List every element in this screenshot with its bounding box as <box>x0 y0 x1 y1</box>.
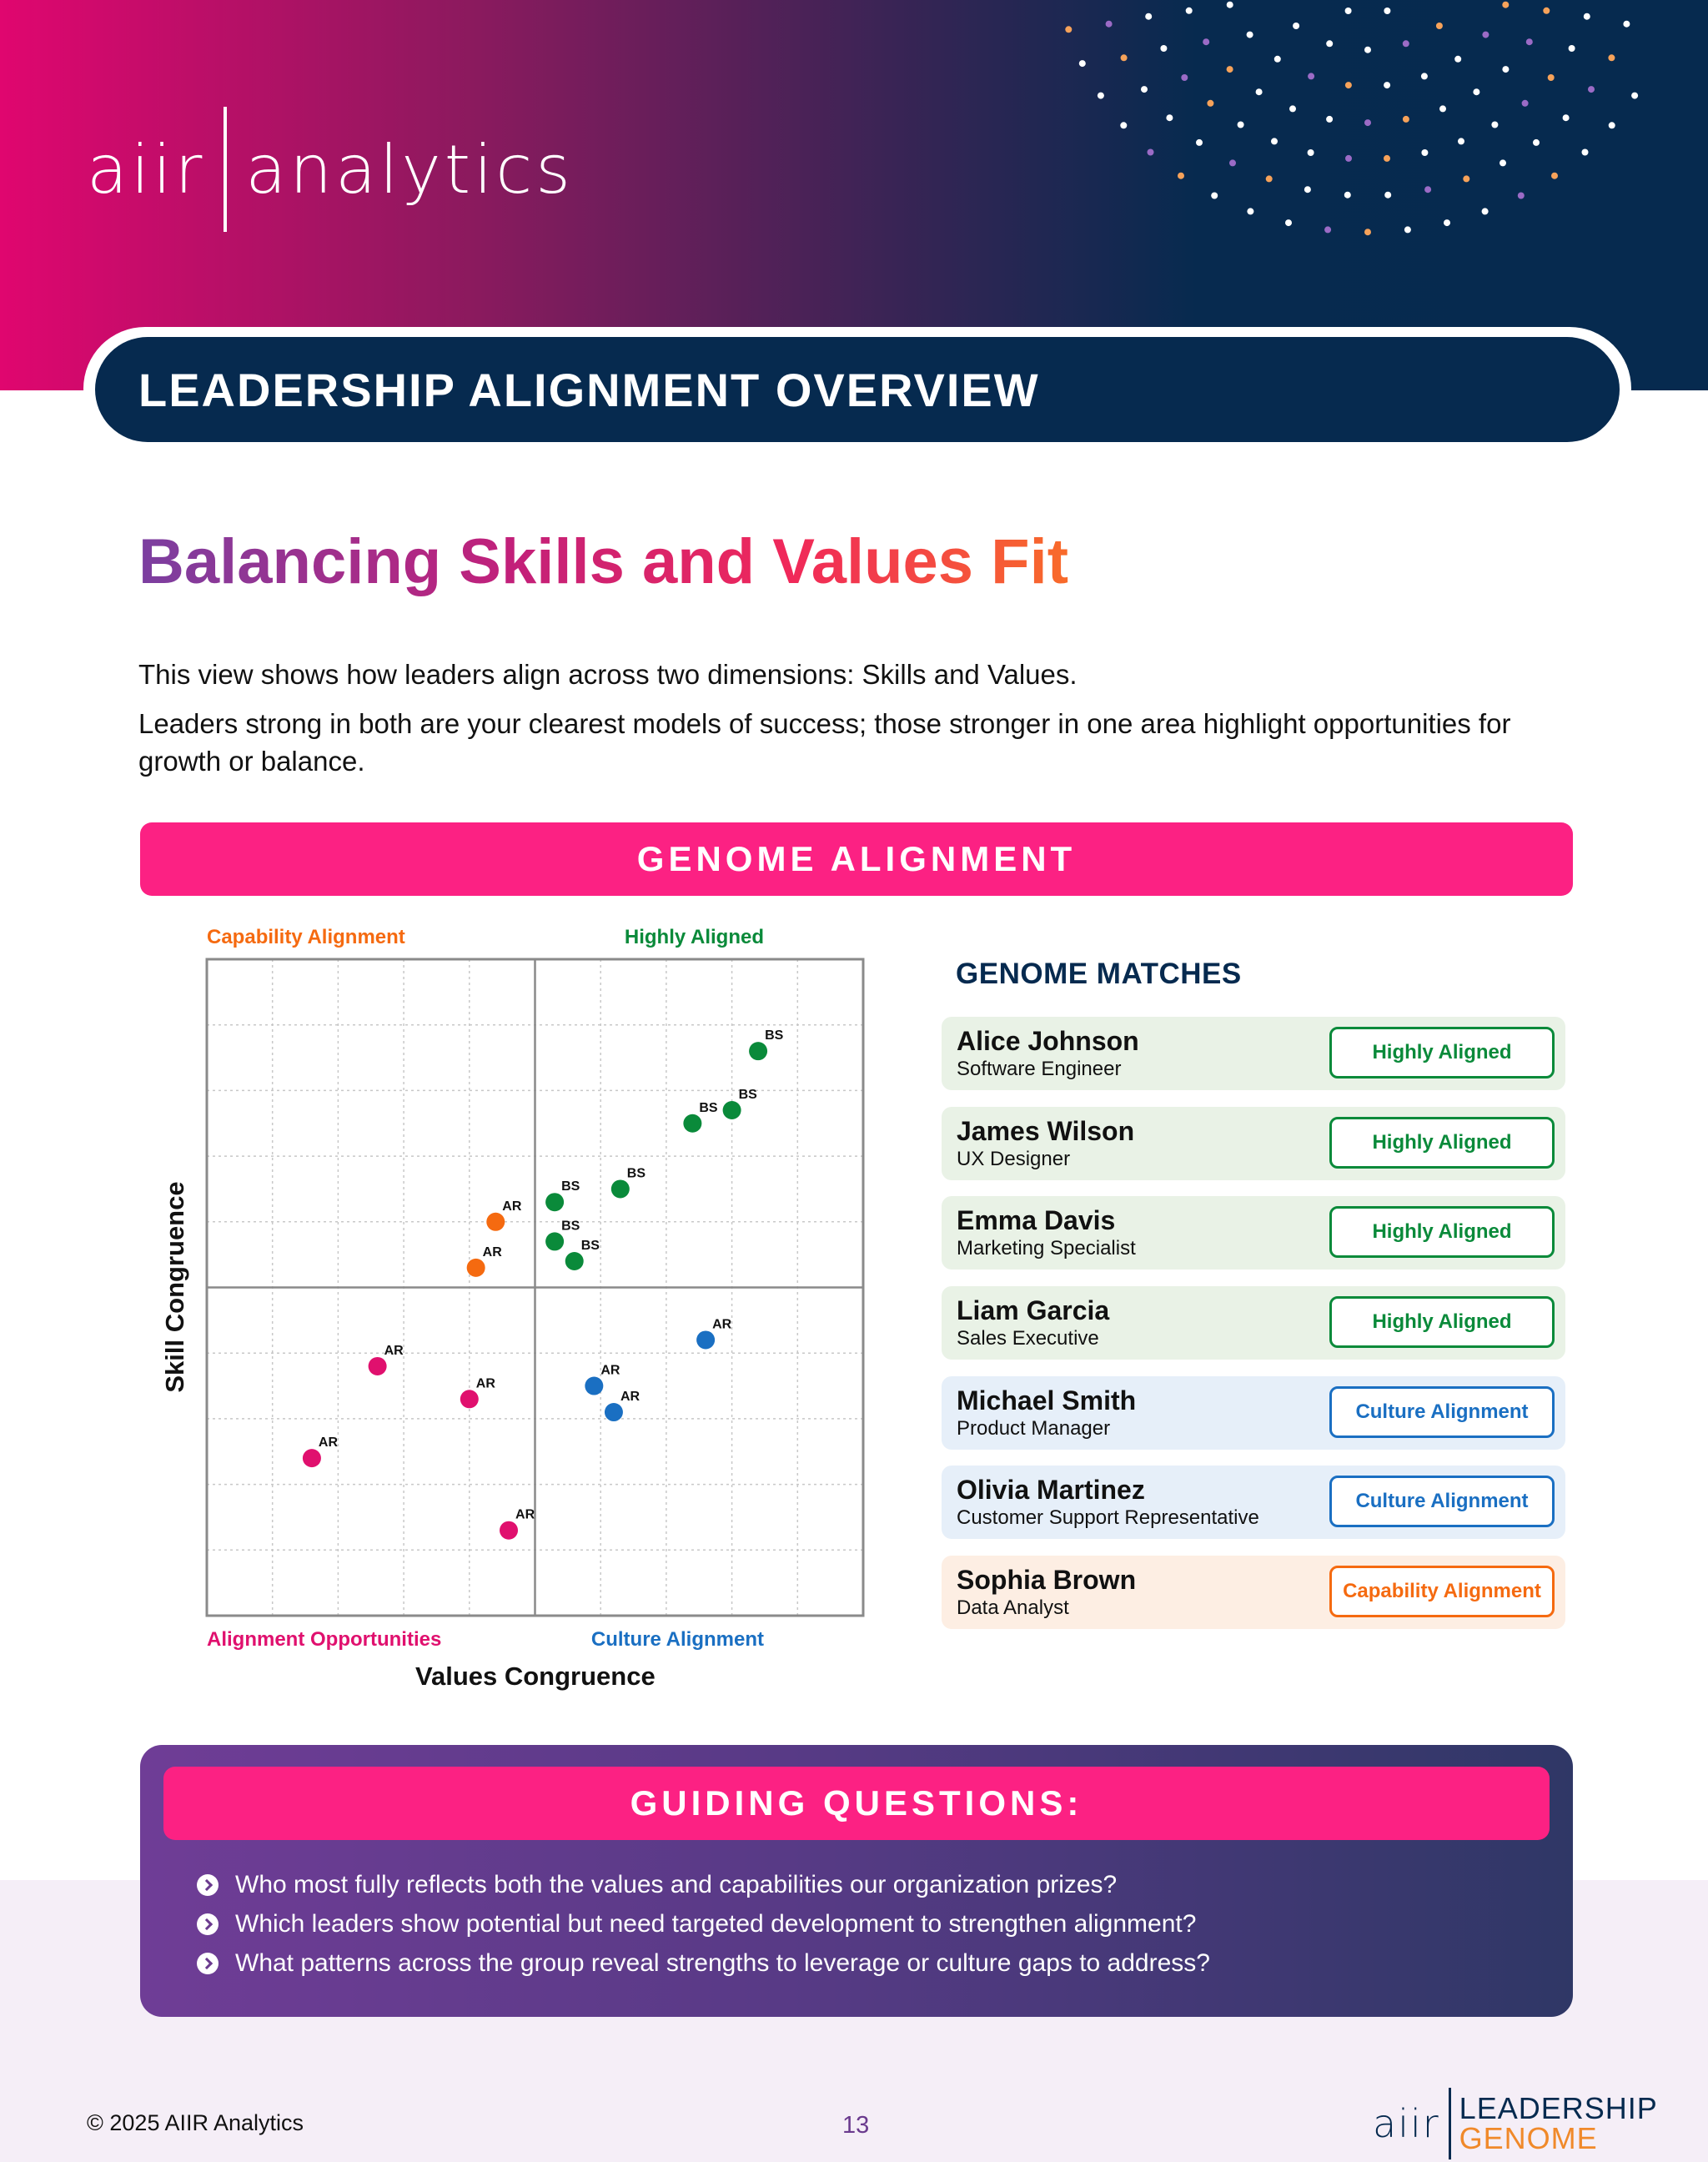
match-role: Data Analyst <box>957 1596 1069 1619</box>
decorative-dot <box>1421 73 1428 79</box>
page-banner <box>95 337 1620 442</box>
decorative-dot <box>1482 208 1489 214</box>
data-point-label: BS <box>765 1028 784 1043</box>
decorative-dot <box>1518 193 1525 199</box>
data-point-label: BS <box>561 1179 580 1194</box>
decorative-dot <box>1256 88 1263 95</box>
decorative-dot <box>1584 13 1590 20</box>
decorative-dot <box>1502 2 1509 8</box>
data-point-label: BS <box>699 1100 718 1115</box>
status-badge: Culture Alignment <box>1329 1386 1555 1438</box>
decorative-dot <box>1308 149 1314 156</box>
status-badge: Capability Alignment <box>1329 1566 1555 1617</box>
guiding-questions-list <box>197 1865 1210 1983</box>
data-point <box>585 1377 603 1395</box>
decorative-dot <box>1079 60 1086 67</box>
match-role: UX Designer <box>957 1148 1071 1170</box>
decorative-dot <box>1247 32 1253 38</box>
data-point <box>683 1114 701 1133</box>
decorative-dot <box>1326 40 1333 47</box>
status-badge: Highly Aligned <box>1329 1117 1555 1169</box>
guiding-question-text: Which leaders show potential but need targeted development to strengthen alignment? <box>235 1909 1197 1938</box>
match-row[interactable] <box>942 1466 1565 1539</box>
decorative-dot <box>1384 8 1390 14</box>
decorative-dot <box>1098 93 1104 99</box>
chevron-right-circle-icon <box>197 1874 219 1896</box>
intro-paragraph-2: Leaders strong in both are your clearest models of success; those stronger in one area highlight opportunities for growth or balance. <box>138 708 1511 777</box>
data-point <box>611 1179 630 1198</box>
quadrant-label-top-right: Highly Aligned <box>624 926 764 948</box>
guiding-question <box>197 1865 1210 1904</box>
decorative-dot <box>1121 54 1128 61</box>
data-point-label: BS <box>738 1088 757 1103</box>
decorative-dot <box>1238 122 1244 128</box>
decorative-dot <box>1623 21 1630 28</box>
match-name: Alice Johnson <box>957 1026 1139 1056</box>
data-point <box>605 1403 623 1421</box>
chevron-right-circle-icon <box>197 1913 219 1935</box>
match-row[interactable] <box>942 1107 1565 1180</box>
match-name: Olivia Martinez <box>957 1475 1145 1505</box>
decorative-dot <box>1324 226 1331 233</box>
decorative-dot <box>1196 139 1203 146</box>
decorative-dot <box>1491 122 1498 128</box>
data-point <box>467 1259 485 1277</box>
decorative-dot <box>1148 149 1154 156</box>
guiding-questions-header <box>163 1767 1550 1840</box>
decorative-dot <box>1384 155 1390 162</box>
data-point-label: BS <box>626 1166 646 1181</box>
decorative-dot <box>1533 139 1540 146</box>
match-role: Software Engineer <box>957 1058 1122 1080</box>
decorative-dot <box>1502 66 1509 73</box>
decorative-dot <box>1582 149 1589 156</box>
data-point <box>545 1193 564 1211</box>
match-role: Customer Support Representative <box>957 1506 1259 1529</box>
footer-logo-aiir: aiir <box>1373 2101 1440 2146</box>
scatter-plot-area <box>150 922 884 1706</box>
data-point-label: AR <box>620 1390 640 1405</box>
match-row[interactable] <box>942 1196 1565 1270</box>
decorative-dot <box>1569 45 1575 52</box>
decorative-dot <box>1160 45 1167 52</box>
decorative-dot <box>1247 208 1253 214</box>
decorative-dot <box>1482 32 1489 38</box>
decorative-dot <box>1500 159 1506 166</box>
decorative-dot <box>1345 155 1352 162</box>
decorative-dot <box>1344 192 1351 199</box>
status-badge: Highly Aligned <box>1329 1206 1555 1258</box>
data-point <box>749 1042 767 1060</box>
data-point <box>565 1252 584 1270</box>
footer-logo-line1: LEADERSHIP <box>1459 2091 1658 2125</box>
footer-logo-line2: GENOME <box>1459 2121 1598 2155</box>
decorative-dot <box>1436 23 1443 29</box>
data-point <box>723 1101 741 1119</box>
decorative-dot <box>1065 26 1072 33</box>
data-point-label: AR <box>318 1435 339 1451</box>
decorative-dot <box>1120 122 1127 128</box>
decorative-dot <box>1345 8 1352 14</box>
data-point <box>460 1390 479 1408</box>
decorative-dot <box>1548 74 1555 81</box>
footer-copyright: © 2025 AIIR Analytics <box>87 2110 304 2135</box>
decorative-dot <box>1181 74 1188 81</box>
footer-logo-divider <box>1449 2088 1451 2159</box>
status-badge: Highly Aligned <box>1329 1027 1555 1078</box>
decorative-dot <box>1285 219 1292 226</box>
decorative-dot <box>1384 192 1391 199</box>
decorative-dot <box>1421 149 1428 156</box>
match-role: Product Manager <box>957 1417 1111 1440</box>
decorative-dot <box>1403 40 1409 47</box>
chevron-right-circle-icon <box>197 1953 219 1974</box>
data-point-label: AR <box>600 1363 620 1378</box>
decorative-dot <box>1609 122 1615 128</box>
decorative-dot <box>1608 54 1615 61</box>
decorative-dot <box>1141 86 1148 93</box>
decorative-dot <box>1404 226 1411 233</box>
decorative-dot <box>1522 100 1529 107</box>
data-point-label: BS <box>580 1239 600 1254</box>
decorative-dot <box>1227 2 1233 8</box>
match-name: Sophia Brown <box>957 1565 1137 1595</box>
data-point <box>696 1330 715 1349</box>
decorative-dot <box>1444 219 1450 226</box>
decorative-dot <box>1454 56 1461 63</box>
decorative-dot <box>1166 114 1173 121</box>
data-point-label: AR <box>712 1317 732 1332</box>
decorative-dot <box>1364 47 1371 53</box>
match-role: Marketing Specialist <box>957 1237 1136 1259</box>
decorative-dot <box>1345 82 1352 88</box>
section-title: GENOME ALIGNMENT <box>636 839 1077 878</box>
data-point-label: AR <box>502 1199 522 1214</box>
data-point <box>369 1357 387 1375</box>
aiir-analytics-logo <box>87 107 574 232</box>
genome-matches-title: GENOME MATCHES <box>956 958 1242 990</box>
decorative-dot <box>1227 66 1233 73</box>
decorative-dot <box>1631 93 1638 99</box>
page-banner-title: LEADERSHIP ALIGNMENT OVERVIEW <box>138 363 1040 416</box>
data-point-label: BS <box>561 1219 580 1234</box>
intro-text <box>138 656 1556 792</box>
quadrant-label-bottom-left: Alignment Opportunities <box>207 1628 442 1651</box>
decorative-dot <box>1106 21 1113 28</box>
decorative-dot <box>1364 229 1371 235</box>
decorative-dot <box>1424 186 1431 193</box>
decorative-dot <box>1588 86 1595 93</box>
alignment-scatter-chart <box>150 922 884 1706</box>
decorative-dot <box>1145 13 1152 20</box>
page-number: 13 <box>842 2112 870 2139</box>
y-axis-title: Skill Congruence <box>160 1181 189 1393</box>
x-axis-title: Values Congruence <box>415 1662 656 1691</box>
decorative-dot <box>1384 82 1390 88</box>
decorative-dot <box>1551 173 1558 179</box>
match-name: Emma Davis <box>957 1205 1116 1235</box>
guiding-question <box>197 1943 1210 1983</box>
match-row[interactable] <box>942 1286 1565 1360</box>
leadership-genome-logo <box>1373 2087 1658 2160</box>
decorative-dot <box>1289 105 1296 112</box>
decorative-dot <box>1186 8 1193 14</box>
decorative-dot <box>1271 138 1278 144</box>
decorative-dot <box>1304 186 1311 193</box>
data-point <box>486 1213 505 1231</box>
logo-divider <box>224 107 227 232</box>
intro-paragraph-1: This view shows how leaders align across two dimensions: Skills and Values. <box>138 659 1078 690</box>
data-point <box>545 1232 564 1250</box>
match-row[interactable] <box>942 1017 1565 1090</box>
data-point-label: AR <box>475 1376 495 1391</box>
status-badge: Highly Aligned <box>1329 1296 1555 1348</box>
decorative-dot <box>1229 159 1236 166</box>
decorative-dot <box>1308 73 1314 79</box>
decorative-dot <box>1403 116 1409 123</box>
decorative-dot <box>1326 116 1333 123</box>
decorative-dot <box>1473 88 1479 95</box>
match-row[interactable] <box>942 1376 1565 1450</box>
quadrant-label-bottom-right: Culture Alignment <box>590 1628 764 1651</box>
decorative-dot <box>1526 38 1533 45</box>
data-point <box>500 1521 518 1540</box>
page-headline: Balancing Skills and Values Fit <box>138 526 1069 597</box>
guiding-question <box>197 1904 1210 1943</box>
decorative-dot <box>1203 38 1209 45</box>
decorative-dot <box>1207 100 1213 107</box>
quadrant-label-top-left: Capability Alignment <box>207 926 405 948</box>
data-point-label: AR <box>384 1343 404 1358</box>
decorative-dot-pattern <box>1034 0 1651 250</box>
logo-right-text: analytics <box>245 130 574 209</box>
data-point <box>303 1449 321 1467</box>
match-role: Sales Executive <box>957 1327 1099 1350</box>
decorative-dot <box>1563 114 1570 121</box>
decorative-dot <box>1463 175 1469 182</box>
match-row[interactable] <box>942 1556 1565 1629</box>
guiding-questions-title: GUIDING QUESTIONS: <box>630 1783 1083 1823</box>
decorative-dot <box>1274 56 1281 63</box>
decorative-dot <box>1293 23 1299 29</box>
decorative-dot <box>1364 119 1371 126</box>
decorative-dot <box>1543 8 1550 14</box>
match-name: Michael Smith <box>957 1385 1137 1415</box>
decorative-dot <box>1458 138 1464 144</box>
decorative-dot <box>1211 193 1218 199</box>
decorative-dot <box>1178 173 1184 179</box>
status-badge: Culture Alignment <box>1329 1476 1555 1527</box>
match-name: James Wilson <box>957 1116 1135 1146</box>
section-header-genome-alignment <box>140 822 1573 896</box>
data-point-label: AR <box>515 1507 535 1522</box>
data-point-label: AR <box>482 1244 502 1259</box>
guiding-question-text: What patterns across the group reveal strengths to leverage or culture gaps to address? <box>235 1948 1210 1977</box>
logo-left-text: aiir <box>87 130 206 209</box>
decorative-dot <box>1439 105 1446 112</box>
match-name: Liam Garcia <box>957 1295 1110 1325</box>
guiding-question-text: Who most fully reflects both the values and capabilities our organization prizes? <box>235 1870 1118 1898</box>
decorative-dot <box>1266 175 1273 182</box>
